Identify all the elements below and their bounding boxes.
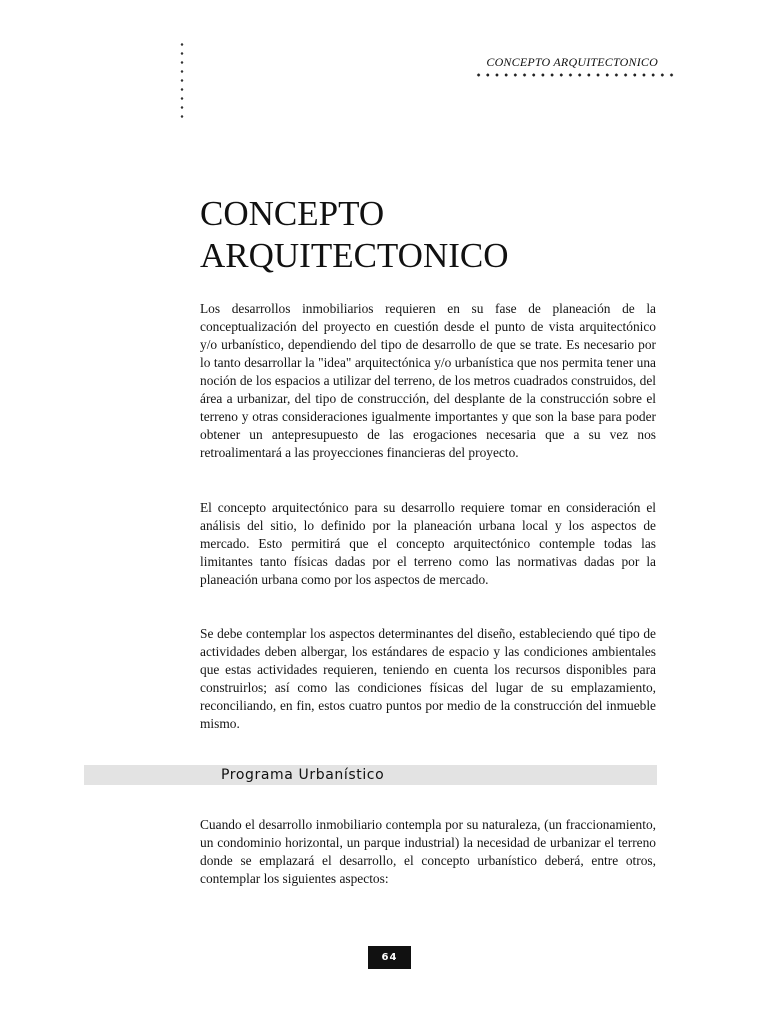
body-paragraph-3: Se debe contemplar los aspectos determinantes del diseño, estableciendo qué tipo de actividades deben albergar, los estándares de espacio y las condiciones ambientales que estas actividades requieren, teniendo en cuenta los recursos disponibles para construirlos; así como las condiciones físicas del lugar de su emplazamiento, reconciliando, en fin, estos cuatro puntos por medio de la construcción del inmueble mismo.	[200, 626, 656, 731]
body-paragraph-1: Los desarrollos inmobiliarios requieren en su fase de planeación de la conceptualización del proyecto en cuestión desde el punto de vista arquitectónico y/o urbanístico, dependiendo del tipo de desarrollo de que se trate. Es necesario por lo tanto desarrollar la "idea" arquitectónica y/o urbanística que nos permita tener una noción de los espacios a utilizar del terreno, de los metros cuadrados construidos, del área a urbanizar, del tipo de construcción, del desplante de la construcción sobre el terreno y otras consideraciones igualmente importantes y que son la base para poder obtener un antepresupuesto de las erogaciones necesaria que a su vez nos retroalimentará a las proyecciones financieras del proyecto.	[200, 301, 656, 460]
page-number-badge: 64	[368, 946, 411, 969]
section-paragraph: Cuando el desarrollo inmobiliario contempla por su naturaleza, (un fraccionamiento, un condominio horizontal, un parque industrial) la necesidad de urbanizar el terreno donde se emplazará el desarrollo, el concepto urbanístico deberá, entre otros, contemplar los siguientes aspectos:	[200, 817, 656, 886]
body-paragraph-2: El concepto arquitectónico para su desarrollo requiere tomar en consideración el análisis del sitio, lo definido por la planeación urbana local y los aspectos de mercado. Esto permitirá que el concepto arquitectónico contemple todas las limitantes tanto físicas dadas por el terreno como las normativas dadas por la planeación urbana como por los aspectos de mercado.	[200, 500, 656, 587]
running-header: CONCEPTO ARQUITECTONICO	[486, 55, 658, 69]
section-heading-bar	[84, 765, 657, 785]
chapter-title-line-1: CONCEPTO	[200, 194, 385, 233]
chapter-title-line-2: ARQUITECTONICO	[200, 236, 509, 275]
section-heading: Programa Urbanístico	[221, 767, 385, 783]
chapter-title	[200, 193, 656, 277]
horizontal-dotted-rule	[474, 72, 674, 78]
vertical-dotted-rule	[179, 40, 185, 118]
